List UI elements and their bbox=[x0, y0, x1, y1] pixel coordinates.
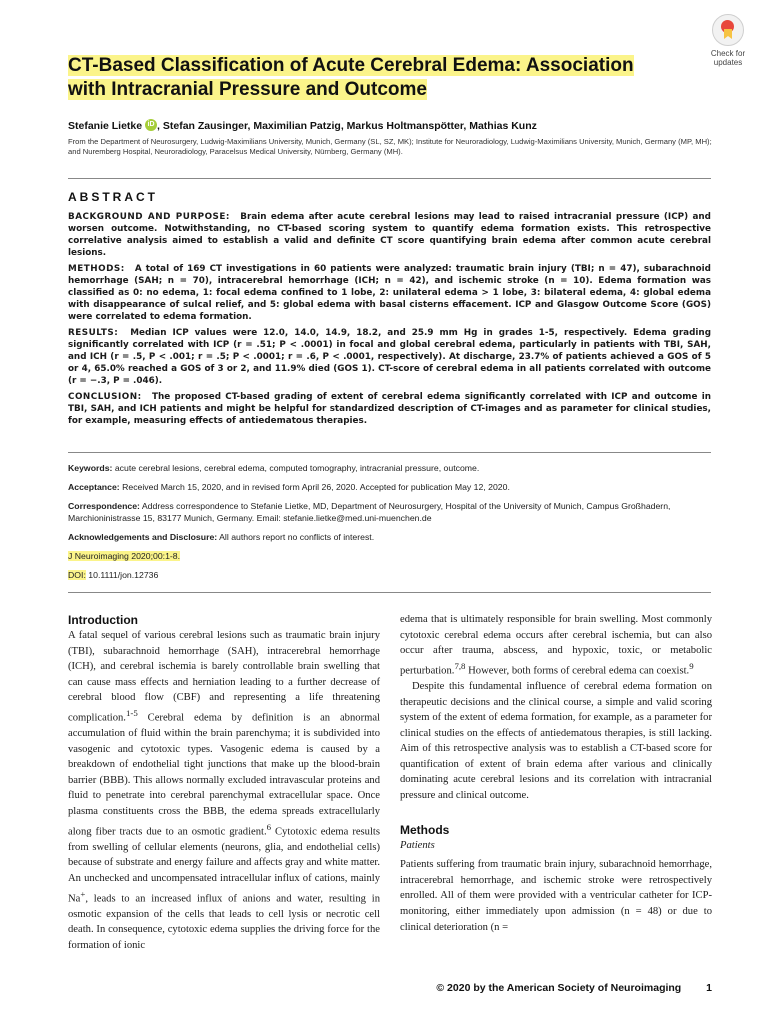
results-label: RESULTS: bbox=[68, 328, 119, 338]
orcid-icon[interactable]: iD bbox=[145, 119, 157, 131]
doi-link[interactable]: 10.1111/jon.12736 bbox=[88, 570, 159, 580]
acceptance-text: Received March 15, 2020, and in revised form April 26, 2020. Accepted for publication May 12, 2020. bbox=[122, 482, 510, 492]
citation-ref[interactable]: 7,8 bbox=[454, 660, 466, 671]
acceptance-label: Acceptance: bbox=[68, 482, 120, 492]
article-metadata bbox=[68, 462, 711, 588]
intro-text-a: A fatal sequel of various cerebral lesions such as traumatic brain injury (TBI), subarachnoid hemorrhage (SAH), intracerebral hemorrhage (ICH), and cerebral ischemia is barely controllable brain swelling that can cause mass effects and herniation leading to a further decrease of cerebral blood flow (CBF) and representing a life threatening complication. bbox=[68, 630, 380, 724]
page-number: 1 bbox=[706, 982, 712, 994]
intro-text-c: Cytotoxic edema results from swelling of cellular elements (neurons, glia, and endothelial cells) because of substrate and energy failure and affects gray and white matter. An unchecked and uncompensated intracellular influx of cations, mainly Na bbox=[68, 826, 380, 905]
first-author: Stefanie Lietke bbox=[68, 120, 143, 132]
intro-cont-text-b: However, both forms of cerebral edema can coexist. bbox=[465, 665, 690, 677]
intro-paragraph-continued bbox=[400, 612, 712, 679]
body-column-left bbox=[68, 612, 380, 953]
abstract-methods bbox=[68, 263, 711, 323]
title-line-1: CT-Based Classification of Acute Cerebral Edema: Association bbox=[68, 55, 634, 76]
journal-text: J Neuroimaging 2020;00:1-8. bbox=[68, 551, 181, 561]
crossmark-icon bbox=[712, 14, 744, 46]
abstract-conclusion bbox=[68, 391, 711, 427]
intro-paragraph-1 bbox=[68, 628, 380, 953]
intro-paragraph-2: Despite this fundamental influence of cerebral edema formation on therapeutic decisions and the clinical course, a simple and valid scoring system of the extent of edema formation, for example, as a parameter for clinical studies on the effects of antiedematous therapies, is still lacking. Aim of this retrospective analysis was to establish a CT-based score for quantification of extent of brain edema after various and clinically dominating acute cerebral lesions and its correlation with intracranial pressure and clinical outcome. bbox=[400, 680, 712, 802]
acceptance bbox=[68, 481, 711, 493]
background-label: BACKGROUND AND PURPOSE: bbox=[68, 212, 230, 222]
patients-subheading: Patients bbox=[400, 839, 435, 851]
abstract-heading: ABSTRACT bbox=[68, 190, 158, 204]
acknowledgements bbox=[68, 531, 711, 543]
citation-ref[interactable]: 9 bbox=[689, 660, 694, 671]
author-list bbox=[68, 119, 708, 133]
methods-paragraph-1: Patients suffering from traumatic brain injury, subarachnoid hemorrhage, intracerebral hemorrhage, and ischemic stroke were retrospectively enrolled. All of them were provided with a ventricular catheter for ICP-monitoring, either immediately upon admission (n = 48) or due to clinical deterioration (n = bbox=[400, 859, 712, 933]
citation-ref[interactable]: 6 bbox=[266, 821, 272, 832]
methods-text: A total of 169 CT investigations in 60 patients were analyzed: traumatic brain injury (TBI; n = 47), subarachnoid hemorrhage (SAH; n = 70), intracerebral hemorrhage (ICH; n = 42), and ischemic stroke (n = 10). Edema formation was classified as 0: no edema, 1: focal edema confined to 1 lobe, 2: unilateral edema > 1 lobe, 3: bilateral edema, 4: global edema with disappearance of sulcal relief, and 5: global edema with basal cisterns effacement. ICP and Glasgow Outcome Score (GOS) were correlated to edema formation. bbox=[68, 264, 711, 322]
keywords-label: Keywords: bbox=[68, 463, 113, 473]
conclusion-text: The proposed CT-based grading of extent of cerebral edema significantly correlated with ICP and outcome in TBI, SAH, and ICH patients and might be helpful for standardized description of CT-images and as parameter for clinical studies, for example, measuring effects of antiedematous therapies. bbox=[68, 392, 711, 426]
abstract-body bbox=[68, 211, 711, 431]
correspondence bbox=[68, 500, 711, 524]
divider-abstract bbox=[68, 452, 711, 453]
abstract-results bbox=[68, 327, 711, 387]
background-text: Brain edema after acute cerebral lesions may lead to raised intracranial pressure (ICP) and worsen outcome. Notwithstanding, no CT-based scoring system to quantify edema formation exists. This retrospective correlative analysis aimed to establish a valid and definite CT score quantifying brain edema after common acute cerebral lesions. bbox=[68, 212, 711, 258]
check-for-updates-badge[interactable] bbox=[702, 14, 754, 76]
conclusion-label: CONCLUSION: bbox=[68, 392, 142, 402]
badge-line-1: Check for bbox=[710, 49, 746, 58]
introduction-heading: Introduction bbox=[68, 613, 138, 627]
page-footer bbox=[400, 982, 712, 994]
intro-text-d: , leads to an increased influx of anions and water, resulting in osmotic expansion of the cells that leads to cell lysis or necrotic cell death. In consequence, cytotoxic edema supplies the driving force for the formation of ionic bbox=[68, 893, 380, 951]
results-text: Median ICP values were 12.0, 14.0, 14.9, 18.2, and 25.9 mm Hg in grades 1-5, respectively. Edema grading significantly correlated with ICP (r = .51; P < .0001) in focal and global cerebral edema, particularly in patients with TBI, SAH, and ICH (r = .5, P < .001; r = .5; P < .0001; r = .6, P < .0001, respectively). At discharge, 23.7% of patients achieved a GOS of 5 or 4, 65.0% reached a GOS of 3 or 2, and 11.9% died (GOS 1). CT-score of cerebral edema in all patients correlated with outcome (r = −.3, P = .046). bbox=[68, 328, 711, 386]
divider-top bbox=[68, 178, 711, 179]
keywords bbox=[68, 462, 711, 474]
doi-label: DOI: bbox=[68, 570, 86, 580]
methods-label: METHODS: bbox=[68, 264, 125, 274]
correspondence-label: Correspondence: bbox=[68, 501, 140, 511]
ack-text: All authors report no conflicts of interest. bbox=[219, 532, 375, 542]
doi-line bbox=[68, 569, 711, 581]
divider-meta bbox=[68, 592, 711, 593]
correspondence-text: Address correspondence to Stefanie Lietke, MD, Department of Neurosurgery, Hospital of the University of Munich, Campus Großhadern, Marchioninistrasse 15, 83177 Munich, Germany. Email: stefanie.lietke@med.uni-muenchen.de bbox=[68, 501, 671, 523]
citation-ref[interactable]: 1-5 bbox=[125, 707, 138, 718]
superscript-plus: + bbox=[80, 888, 86, 899]
badge-line-2: updates bbox=[713, 58, 743, 67]
article-title bbox=[68, 54, 708, 102]
body-column-right bbox=[400, 612, 712, 935]
other-authors: , Stefan Zausinger, Maximilian Patzig, Markus Holtmanspötter, Mathias Kunz bbox=[157, 120, 537, 132]
keywords-text: acute cerebral lesions, cerebral edema, computed tomography, intracranial pressure, outcome. bbox=[114, 463, 480, 473]
intro-text-b: Cerebral edema by definition is an abnormal accumulation of fluid within the brain parenchyma; it is subdivided into vasogenic and cytotoxic types. Vasogenic edema is caused by a breakdown of endothelial tight junctions that make up the blood-brain barrier (BBB). This allows normally excluded intravascular proteins and fluid to penetrate into cerebral parenchymal extracellular space. Once plasma constituents cross the BBB, the edema spreads extracellularly along fiber tracts due to an osmotic gradient. bbox=[68, 712, 380, 838]
abstract-background bbox=[68, 211, 711, 259]
affiliations: From the Department of Neurosurgery, Ludwig-Maximilians University, Munich, Germany (SL, SZ, MK); Institute for Neuroradiology, Ludwig-Maximilians University, Munich, Germany (MP, MH); and Nuremberg Hospital, Neuroradiology, Paracelsus Medical University, Nürnberg, Germany (MH). bbox=[68, 137, 712, 156]
journal-citation bbox=[68, 550, 711, 562]
ack-label: Acknowledgements and Disclosure: bbox=[68, 532, 218, 542]
title-line-2: with Intracranial Pressure and Outcome bbox=[68, 79, 427, 100]
copyright-notice: © 2020 by the American Society of Neuroimaging bbox=[436, 982, 682, 994]
intro-cont-text-a: edema that is ultimately responsible for brain swelling. Most commonly cytotoxic cerebral edema occurs after cerebral ischemia, but can also occur after trauma, abscess, and hypoxic, toxic, or metabolic perturbation. bbox=[400, 614, 712, 677]
methods-heading: Methods bbox=[400, 822, 450, 837]
